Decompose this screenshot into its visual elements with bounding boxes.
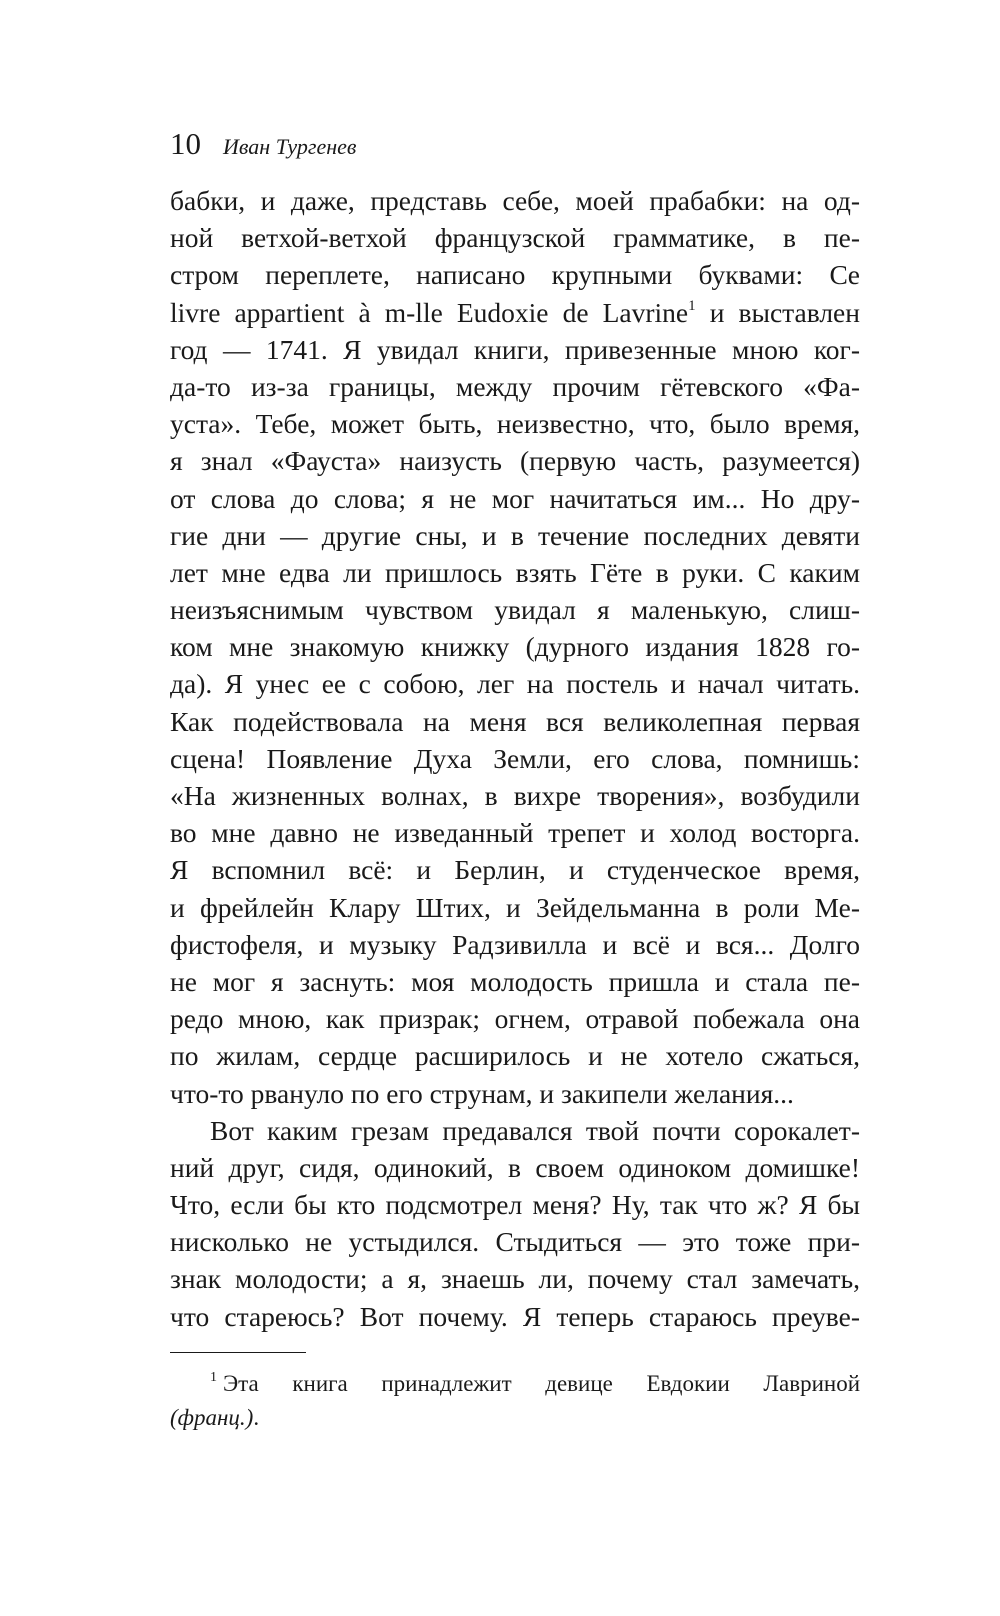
text-line: да). Я унес ее с собою, лег на постель и начал читать. (170, 668, 860, 700)
text-line: по жилам, сердце расширилось и не хотело сжаться, (170, 1040, 860, 1072)
footnote (170, 1367, 860, 1435)
text-line: от слова до слова; я не мог начитаться им... Но дру- (170, 482, 860, 514)
text-line: лет мне едва ли пришлось взять Гёте в руки. С каким (170, 556, 860, 588)
text-line: Что, если бы кто подсмотрел меня? Ну, так что ж? Я бы (170, 1189, 860, 1221)
text-line: редо мною, как призрак; огнем, отравой побежала она (170, 1003, 860, 1035)
text-line: фистофеля, и музыку Радзивилла и всё и вся... Долго (170, 928, 860, 960)
text-line: ком мне знакомую книжку (дурного издания 1828 го- (170, 631, 860, 663)
text-line: я знал «Фауста» наизусть (первую часть, разумеется) (170, 445, 860, 477)
page-header (170, 126, 356, 162)
text-line: сцена! Появление Духа Земли, его слова, помнишь: (170, 742, 860, 774)
text-line: гие дни — другие сны, и в течение последних девяти (170, 519, 860, 551)
page-number: 10 (170, 126, 201, 161)
text-line-with-footnote-ref (170, 294, 860, 331)
text-line: что стареюсь? Вот почему. Я теперь стараюсь преуве- (170, 1300, 860, 1332)
footnote-language-note: (франц.) (170, 1405, 254, 1430)
text-line-segment: livre appartient à m-lle Eudoxie de Lavrine (170, 296, 689, 328)
text-line: уста». Тебе, может быть, неизвестно, что, было время, (170, 408, 860, 440)
text-line: и фрейлейн Клару Штих, и Зейдельманна в роли Ме- (170, 891, 860, 923)
text-line: бабки, и даже, представь себе, моей прабабки: на од- (170, 185, 860, 216)
footnote-marker: 1 (210, 1370, 217, 1385)
text-line: Вот каким грезам предавался твой почти сорокалет- (210, 1114, 860, 1146)
text-line: не мог я заснуть: моя молодость пришла и стала пе- (170, 965, 860, 997)
text-line: да-то из-за границы, между прочим гётевского «Фа- (170, 370, 860, 402)
footnote-divider (170, 1352, 306, 1353)
text-line: во мне давно не изведанный трепет и холод восторга. (170, 817, 860, 849)
footnote-line (170, 1401, 860, 1435)
text-line: что-то рвануло по его струнам, и закипели желания... (170, 1077, 794, 1109)
text-line: год — 1741. Я увидал книги, привезенные мною ког- (170, 333, 860, 365)
footnote-end-punct: . (253, 1405, 260, 1430)
footnote-ref: 1 (688, 297, 696, 314)
text-line: нисколько не устыдился. Стыдиться — это тоже при- (170, 1226, 860, 1258)
footnote-line (170, 1367, 860, 1401)
running-title: Иван Тургенев (223, 134, 357, 159)
text-line: неизъяснимым чувством увидал я маленькую, слиш- (170, 594, 860, 626)
text-line: ной ветхой-ветхой французской грамматике, в пе- (170, 222, 860, 254)
footnote-text: Эта книга принадлежит девице Евдокии Лавриной (223, 1371, 860, 1396)
text-line: «На жизненных волнах, в вихре творения», возбудили (170, 780, 860, 811)
text-line: Как подействовала на меня вся великолепная первая (170, 705, 860, 737)
body-text (170, 182, 860, 1335)
text-line: Я вспомнил всё: и Берлин, и студенческое время, (170, 854, 860, 886)
text-line: знак молодости; а я, знаешь ли, почему стал замечать, (170, 1263, 860, 1295)
text-line-segment: и выставлен (695, 296, 860, 328)
text-line: стром переплете, написано крупными буквами: Ce (170, 259, 860, 291)
text-line: ний друг, сидя, одинокий, в своем одиноком домишке! (170, 1151, 860, 1183)
